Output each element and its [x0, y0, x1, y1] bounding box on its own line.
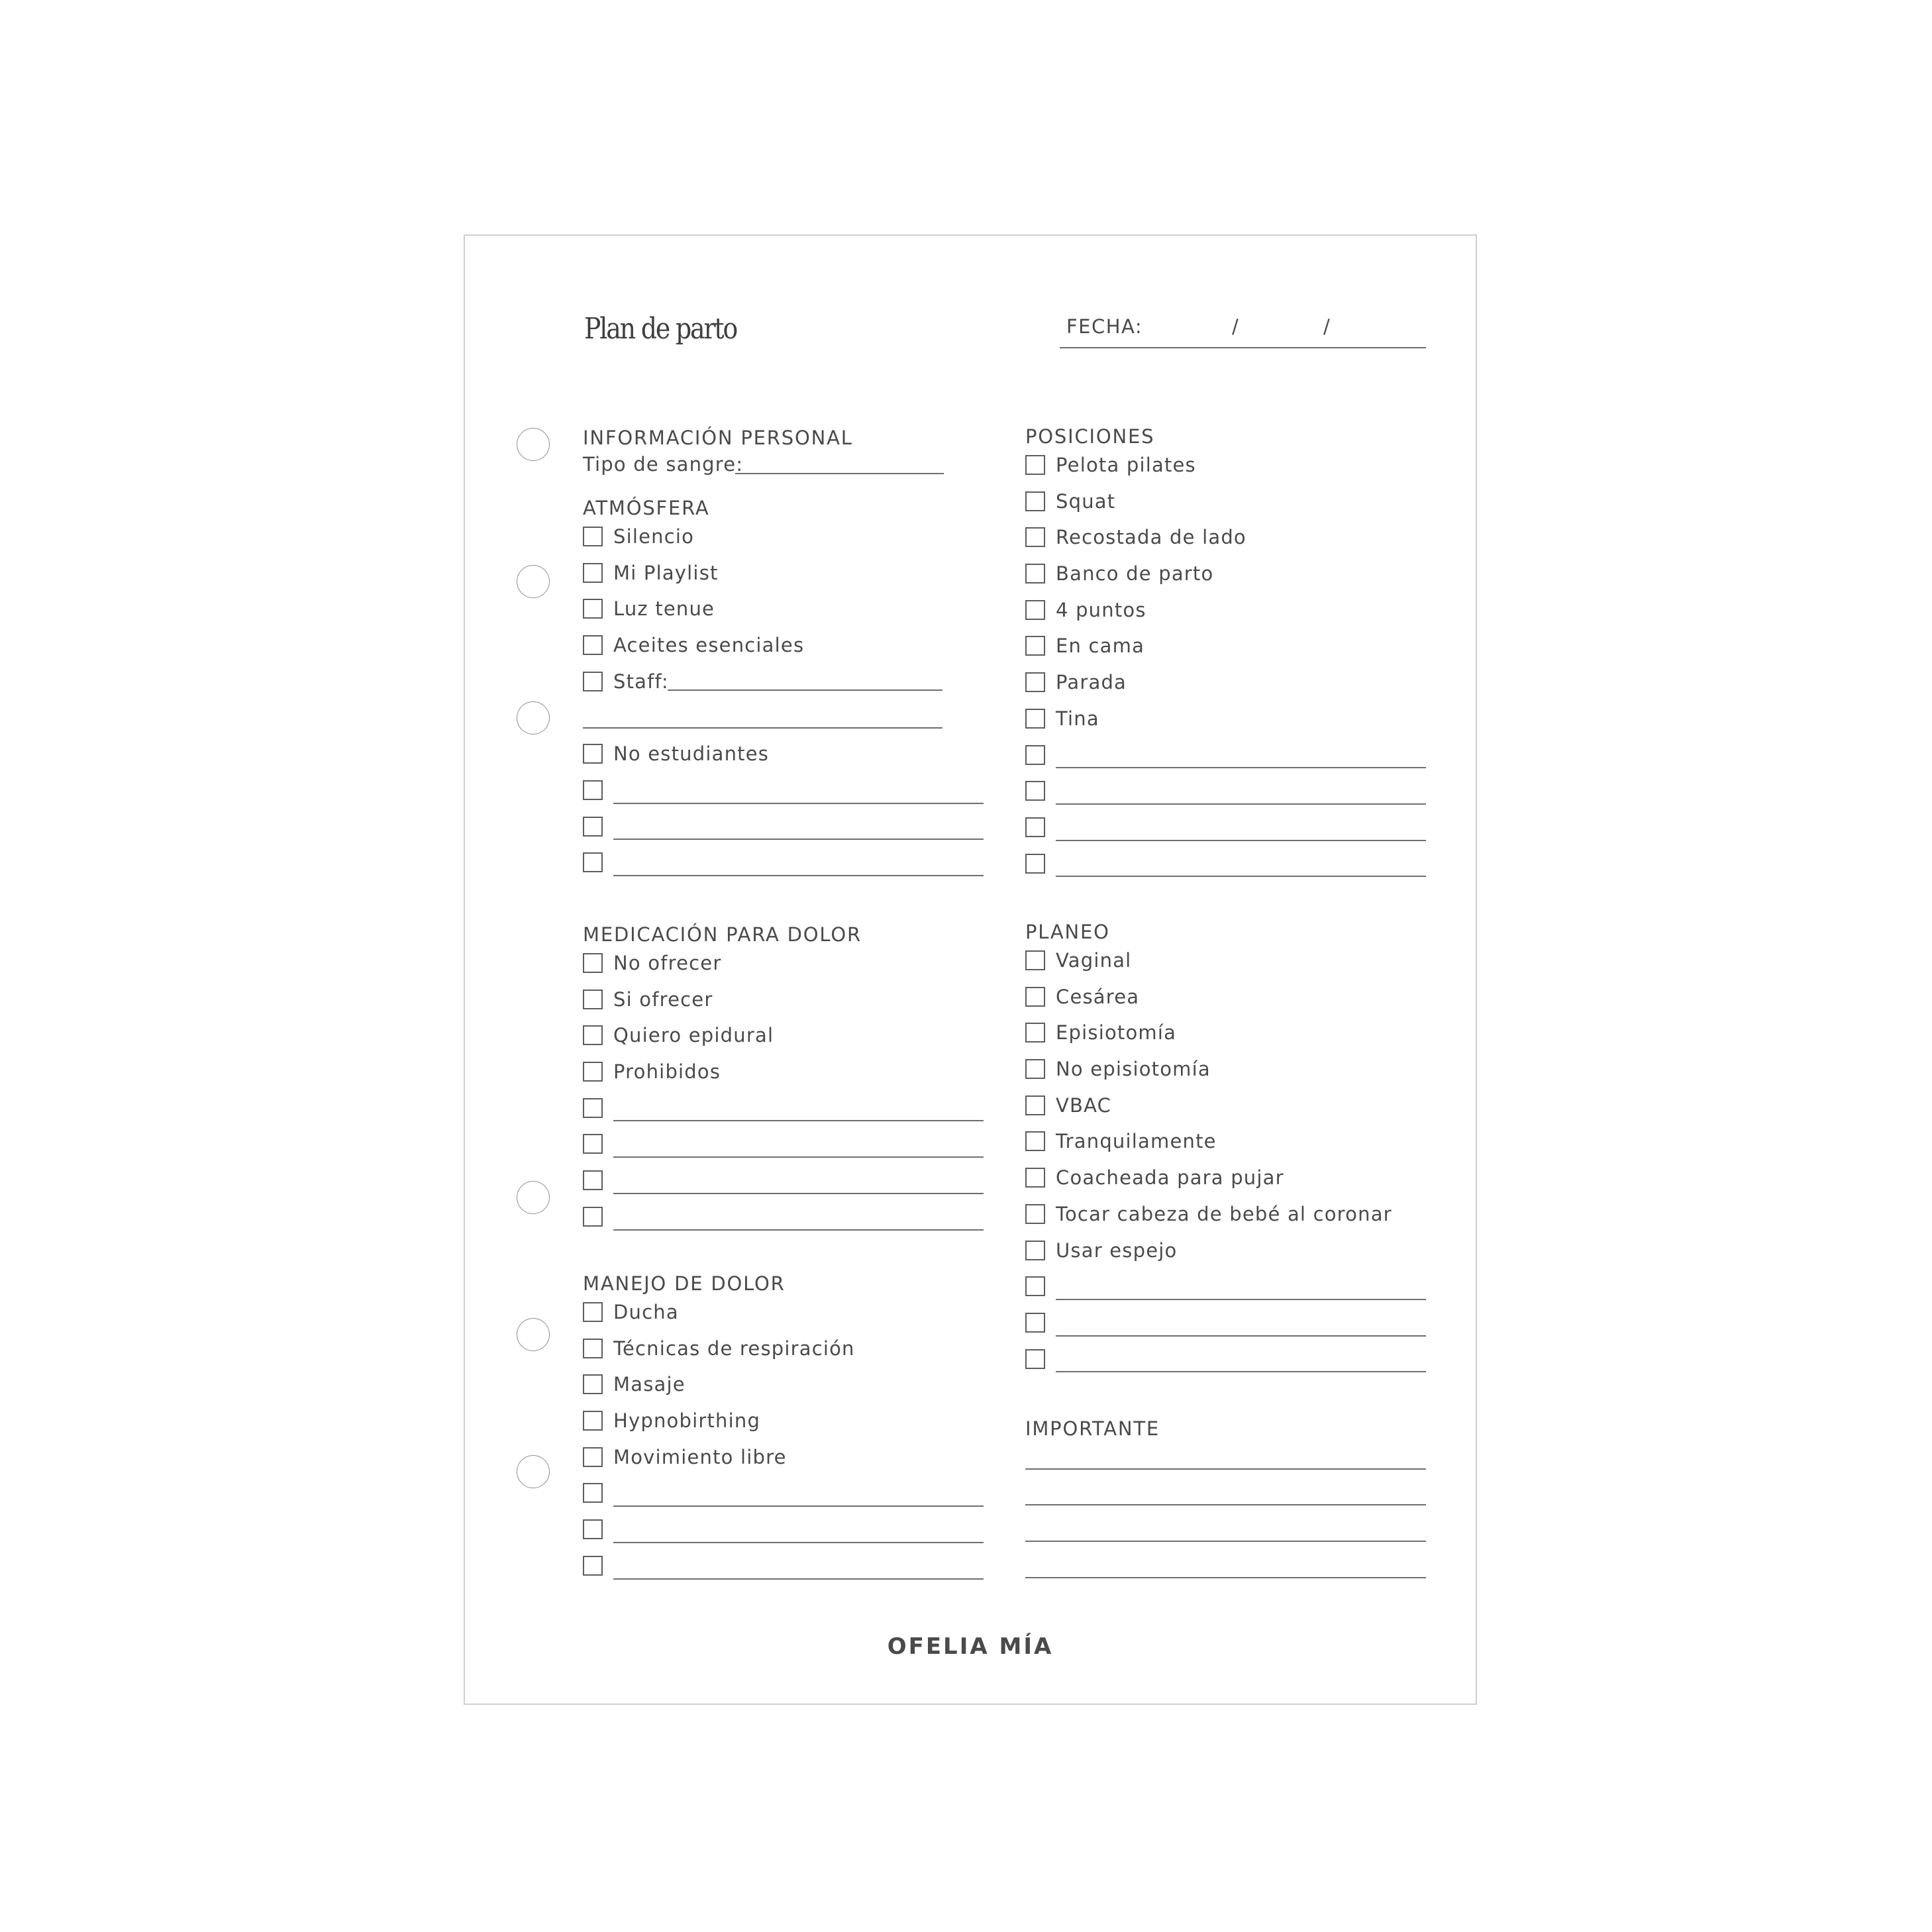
checklist-item[interactable]: [1025, 1198, 1426, 1235]
blank-checklist-item[interactable]: [583, 1550, 984, 1586]
checkbox[interactable]: [583, 744, 603, 764]
section-atmosfera: [583, 495, 984, 883]
checkbox[interactable]: [1025, 527, 1045, 547]
item-label: Parada: [1056, 671, 1127, 694]
checkbox[interactable]: [1025, 600, 1045, 620]
item-label: Coacheada para pujar: [1056, 1166, 1284, 1190]
checkbox[interactable]: [583, 1207, 603, 1227]
section-heading: MEDICACIÓN PARA DOLOR: [583, 923, 862, 946]
checklist-item[interactable]: [1025, 558, 1426, 594]
blank-checklist-item[interactable]: [583, 1477, 984, 1513]
blank-checklist-item[interactable]: [1025, 1307, 1426, 1343]
checkbox[interactable]: [1025, 491, 1045, 511]
write-line[interactable]: [613, 1578, 984, 1580]
checklist-item[interactable]: [1025, 594, 1426, 631]
write-line[interactable]: [613, 1229, 984, 1231]
checkbox[interactable]: [1025, 636, 1045, 656]
checkbox[interactable]: [1025, 1168, 1045, 1188]
notes-line[interactable]: [1025, 1550, 1426, 1586]
item-label: Ducha: [613, 1301, 679, 1323]
section-heading: PLANEO: [1025, 921, 1110, 943]
binder-hole: [517, 1455, 550, 1488]
checkbox[interactable]: [1025, 564, 1045, 584]
checklist-item[interactable]: [1025, 1053, 1426, 1090]
date-separator: /: [1323, 315, 1330, 338]
checklist-item[interactable]: [1025, 944, 1426, 981]
write-line[interactable]: [613, 1156, 984, 1158]
checkbox[interactable]: [583, 990, 603, 1009]
checkbox[interactable]: [583, 852, 603, 872]
checklist-item[interactable]: [583, 1333, 984, 1369]
item-label: Hypnobirthing: [613, 1409, 761, 1433]
section-heading: ATMÓSFERA: [583, 497, 710, 519]
item-label: Masaje: [613, 1373, 686, 1396]
item-label: Tocar cabeza de bebé al coronar: [1056, 1202, 1392, 1225]
checklist-item[interactable]: [583, 1019, 984, 1056]
checkbox[interactable]: [583, 1134, 603, 1154]
checklist-item[interactable]: [583, 521, 984, 557]
checklist-item[interactable]: [1025, 485, 1426, 522]
binder-hole: [517, 701, 550, 735]
item-label: Silencio: [613, 525, 695, 548]
blank-checklist-item[interactable]: [583, 846, 984, 883]
blank-checklist-item[interactable]: [583, 1513, 984, 1550]
checklist-item[interactable]: [583, 593, 984, 629]
write-line[interactable]: [613, 1120, 984, 1121]
blank-checklist-item[interactable]: [583, 1128, 984, 1164]
item-label: Tranquilamente: [1056, 1130, 1217, 1153]
item-label: VBAC: [1056, 1093, 1112, 1117]
write-line[interactable]: [613, 803, 984, 804]
checkbox[interactable]: [1025, 781, 1045, 801]
checkbox[interactable]: [1025, 455, 1045, 475]
checklist-item[interactable]: [1025, 1235, 1426, 1271]
checkbox[interactable]: [583, 780, 603, 800]
checkbox[interactable]: [583, 599, 603, 619]
checkbox[interactable]: [1025, 745, 1045, 765]
checklist-item[interactable]: [583, 984, 984, 1020]
checkbox[interactable]: [583, 672, 603, 691]
checklist-item[interactable]: [583, 738, 984, 774]
checkbox[interactable]: [583, 1339, 603, 1358]
checkbox[interactable]: [1025, 1313, 1045, 1333]
section-medicacion: [583, 922, 984, 1237]
brand-logo: OFELIA MÍA: [887, 1633, 1054, 1660]
write-line[interactable]: [613, 1505, 984, 1507]
item-label: No estudiantes: [613, 742, 770, 766]
checkbox[interactable]: [583, 635, 603, 655]
item-label: Banco de parto: [1056, 562, 1214, 585]
binder-hole: [517, 1318, 550, 1351]
write-line[interactable]: [613, 1542, 984, 1543]
item-label: Mi Playlist: [613, 561, 719, 584]
checklist-item-staff[interactable]: [583, 666, 984, 702]
item-label: Luz tenue: [613, 597, 715, 621]
blank-checklist-item[interactable]: [583, 774, 984, 811]
write-line[interactable]: [1056, 840, 1426, 841]
item-label: Squat: [1056, 489, 1116, 513]
checklist-item[interactable]: [1025, 703, 1426, 739]
checkbox[interactable]: [583, 1483, 603, 1503]
blank-checklist-item[interactable]: [1025, 739, 1426, 776]
section-importante: [1025, 1416, 1426, 1586]
item-label: Cesárea: [1056, 985, 1140, 1008]
item-label: 4 puntos: [1056, 598, 1146, 621]
binder-hole: [517, 565, 550, 598]
blank-checklist-item[interactable]: [1025, 775, 1426, 811]
section-heading: MANEJO DE DOLOR: [583, 1272, 786, 1295]
checklist-item[interactable]: [583, 1441, 984, 1478]
blank-checklist-item[interactable]: [1025, 1343, 1426, 1380]
notes-line[interactable]: [1025, 1441, 1426, 1478]
blank-checklist-item[interactable]: [1025, 1270, 1426, 1307]
section-personal: [583, 425, 984, 483]
checkbox[interactable]: [1025, 709, 1045, 729]
section-manejo: [583, 1271, 984, 1586]
section-posiciones: [1025, 424, 1426, 884]
checkbox[interactable]: [583, 1302, 603, 1322]
section-heading: INFORMACIÓN PERSONAL: [583, 427, 853, 449]
checklist-item[interactable]: [583, 1056, 984, 1092]
item-label: No episiotomía: [1056, 1058, 1211, 1081]
item-label: Recostada de lado: [1056, 526, 1246, 549]
date-label: FECHA:: [1066, 315, 1143, 338]
date-separator: /: [1232, 315, 1239, 338]
checklist-item[interactable]: [583, 947, 984, 984]
blood-type-line: [735, 473, 944, 474]
checkbox[interactable]: [1025, 987, 1045, 1007]
blank-checklist-item[interactable]: [583, 1092, 984, 1129]
write-line[interactable]: [613, 875, 984, 876]
checklist-item[interactable]: [583, 557, 984, 593]
write-line[interactable]: [1056, 803, 1426, 805]
checklist-item[interactable]: [583, 1296, 984, 1333]
checkbox[interactable]: [583, 1062, 603, 1082]
staff-continuation-line[interactable]: [583, 701, 984, 738]
staff-label: Staff:: [613, 670, 669, 693]
blood-type-field[interactable]: [583, 450, 984, 483]
checklist-item[interactable]: [1025, 981, 1426, 1017]
checkbox[interactable]: [1025, 950, 1045, 970]
checkbox[interactable]: [1025, 1241, 1045, 1260]
checkbox[interactable]: [583, 1411, 603, 1431]
checkbox[interactable]: [583, 527, 603, 546]
item-label: Quiero epidural: [613, 1024, 774, 1047]
checklist-item[interactable]: [1025, 1162, 1426, 1198]
item-label: No ofrecer: [613, 952, 722, 974]
checkbox[interactable]: [1025, 1204, 1045, 1224]
checkbox[interactable]: [1025, 1349, 1045, 1369]
right-column: [1025, 236, 1426, 1693]
blank-checklist-item[interactable]: [1025, 848, 1426, 884]
notes-line[interactable]: [1025, 1478, 1426, 1514]
checklist-item[interactable]: [1025, 666, 1426, 703]
checkbox[interactable]: [1025, 1023, 1045, 1042]
write-line[interactable]: [1056, 767, 1426, 768]
checkbox[interactable]: [583, 1170, 603, 1190]
checkbox[interactable]: [1025, 1059, 1045, 1079]
planner-page: [464, 234, 1477, 1705]
write-line[interactable]: [1056, 1371, 1426, 1372]
section-heading: IMPORTANTE: [1025, 1417, 1160, 1440]
checkbox[interactable]: [1025, 854, 1045, 874]
item-label: Usar espejo: [1056, 1239, 1178, 1262]
binder-hole: [517, 1181, 550, 1214]
checkbox[interactable]: [1025, 672, 1045, 692]
write-line[interactable]: [1056, 1335, 1426, 1337]
write-line[interactable]: [613, 1193, 984, 1194]
checkbox[interactable]: [1025, 817, 1045, 837]
section-planeo: [1025, 919, 1426, 1379]
checklist-item[interactable]: [1025, 449, 1426, 485]
checklist-item[interactable]: [583, 1405, 984, 1441]
blank-checklist-item[interactable]: [583, 1164, 984, 1201]
item-label: Pelota pilates: [1056, 454, 1196, 476]
checkbox[interactable]: [1025, 1131, 1045, 1151]
checkbox[interactable]: [583, 1519, 603, 1539]
item-label: Movimiento libre: [613, 1445, 787, 1468]
checkbox[interactable]: [583, 1556, 603, 1576]
item-label: Episiotomía: [1056, 1021, 1177, 1044]
item-label: Aceites esenciales: [613, 634, 805, 657]
write-line[interactable]: [1056, 1299, 1426, 1300]
item-label: Si ofrecer: [613, 988, 713, 1011]
blank-checklist-item[interactable]: [583, 811, 984, 847]
left-column: [583, 236, 984, 1693]
checklist-item[interactable]: [1025, 630, 1426, 666]
notes-line[interactable]: [1025, 1513, 1426, 1550]
staff-line[interactable]: [668, 689, 942, 691]
checklist-item[interactable]: [583, 1368, 984, 1405]
blank-checklist-item[interactable]: [583, 1201, 984, 1237]
checklist-item[interactable]: [1025, 1125, 1426, 1162]
checkbox[interactable]: [583, 1025, 603, 1045]
item-label: Prohibidos: [613, 1060, 721, 1084]
checkbox[interactable]: [1025, 1095, 1045, 1115]
checkbox[interactable]: [583, 953, 603, 973]
checkbox[interactable]: [583, 1374, 603, 1394]
checkbox[interactable]: [583, 563, 603, 583]
item-label: Técnicas de respiración: [613, 1337, 855, 1360]
checkbox[interactable]: [583, 817, 603, 837]
blank-checklist-item[interactable]: [1025, 811, 1426, 848]
section-heading: POSICIONES: [1025, 425, 1155, 448]
write-line[interactable]: [1056, 876, 1426, 877]
binder-hole: [517, 428, 550, 461]
page-title: Plan de parto: [584, 312, 737, 346]
checklist-item[interactable]: [1025, 1017, 1426, 1053]
checkbox[interactable]: [583, 1098, 603, 1118]
item-label: Vaginal: [1056, 949, 1132, 972]
checkbox[interactable]: [1025, 1276, 1045, 1296]
item-label: Tina: [1056, 707, 1099, 730]
checklist-item[interactable]: [1025, 1090, 1426, 1126]
checklist-item[interactable]: [583, 629, 984, 666]
blood-type-label: Tipo de sangre:: [583, 453, 744, 476]
write-line[interactable]: [613, 839, 984, 840]
checkbox[interactable]: [583, 1447, 603, 1467]
checklist-item[interactable]: [1025, 521, 1426, 558]
item-label: En cama: [1056, 635, 1145, 658]
